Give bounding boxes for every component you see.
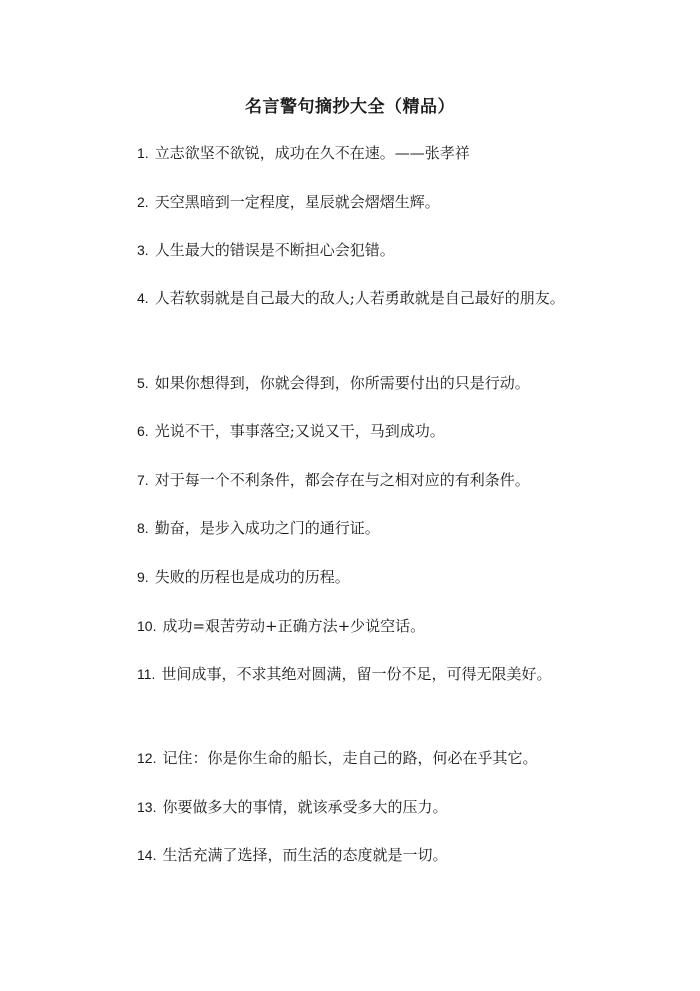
item-text: 立志欲坚不欲锐，成功在久不在速。——张孝祥 [154, 144, 470, 162]
item-number: 1. [137, 145, 149, 161]
list-item [137, 470, 657, 490]
item-text: 对于每一个不利条件，都会存在与之相对应的有利条件。 [154, 471, 530, 489]
item-text: 成功=艰苦劳动+正确方法+少说空话。 [162, 617, 426, 635]
item-number: 6. [137, 423, 149, 439]
item-number: 5. [137, 375, 149, 391]
list-item [137, 567, 657, 587]
list-item [137, 797, 657, 817]
list-item [137, 421, 657, 441]
item-number: 10. [137, 618, 157, 634]
item-text: 失败的历程也是成功的历程。 [154, 568, 350, 586]
list-item [137, 240, 657, 260]
list-item [137, 288, 657, 308]
item-number: 3. [137, 242, 149, 258]
item-number: 12. [137, 750, 157, 766]
list-item [137, 518, 657, 538]
list-item [137, 616, 657, 636]
list-item [137, 192, 657, 212]
item-text: 天空黑暗到一定程度，星辰就会熠熠生辉。 [154, 193, 440, 211]
list-item [137, 143, 657, 163]
item-text: 光说不干，事事落空;又说又干，马到成功。 [154, 422, 445, 440]
item-text: 人生最大的错误是不断担心会犯错。 [154, 241, 395, 259]
item-text: 记住：你是你生命的船长，走自己的路，何必在乎其它。 [162, 749, 538, 767]
item-text: 生活充满了选择，而生活的态度就是一切。 [162, 846, 448, 864]
item-number: 4. [137, 290, 149, 306]
list-item [137, 664, 657, 684]
item-text: 人若软弱就是自己最大的敌人;人若勇敢就是自己最好的朋友。 [154, 289, 565, 307]
list-item [137, 373, 657, 393]
list-item [137, 748, 657, 768]
item-text: 你要做多大的事情，就该承受多大的压力。 [162, 798, 448, 816]
item-text: 勤奋，是步入成功之门的通行证。 [154, 519, 380, 537]
item-number: 13. [137, 799, 157, 815]
item-number: 9. [137, 569, 149, 585]
item-number: 2. [137, 194, 149, 210]
item-number: 7. [137, 472, 149, 488]
item-number: 8. [137, 520, 149, 536]
list-item [137, 845, 657, 865]
item-text: 如果你想得到，你就会得到，你所需要付出的只是行动。 [154, 374, 530, 392]
document-title: 名言警句摘抄大全（精品） [245, 97, 455, 117]
item-text: 世间成事，不求其绝对圆满，留一份不足，可得无限美好。 [161, 665, 552, 683]
item-number: 11. [137, 666, 156, 682]
item-number: 14. [137, 847, 157, 863]
